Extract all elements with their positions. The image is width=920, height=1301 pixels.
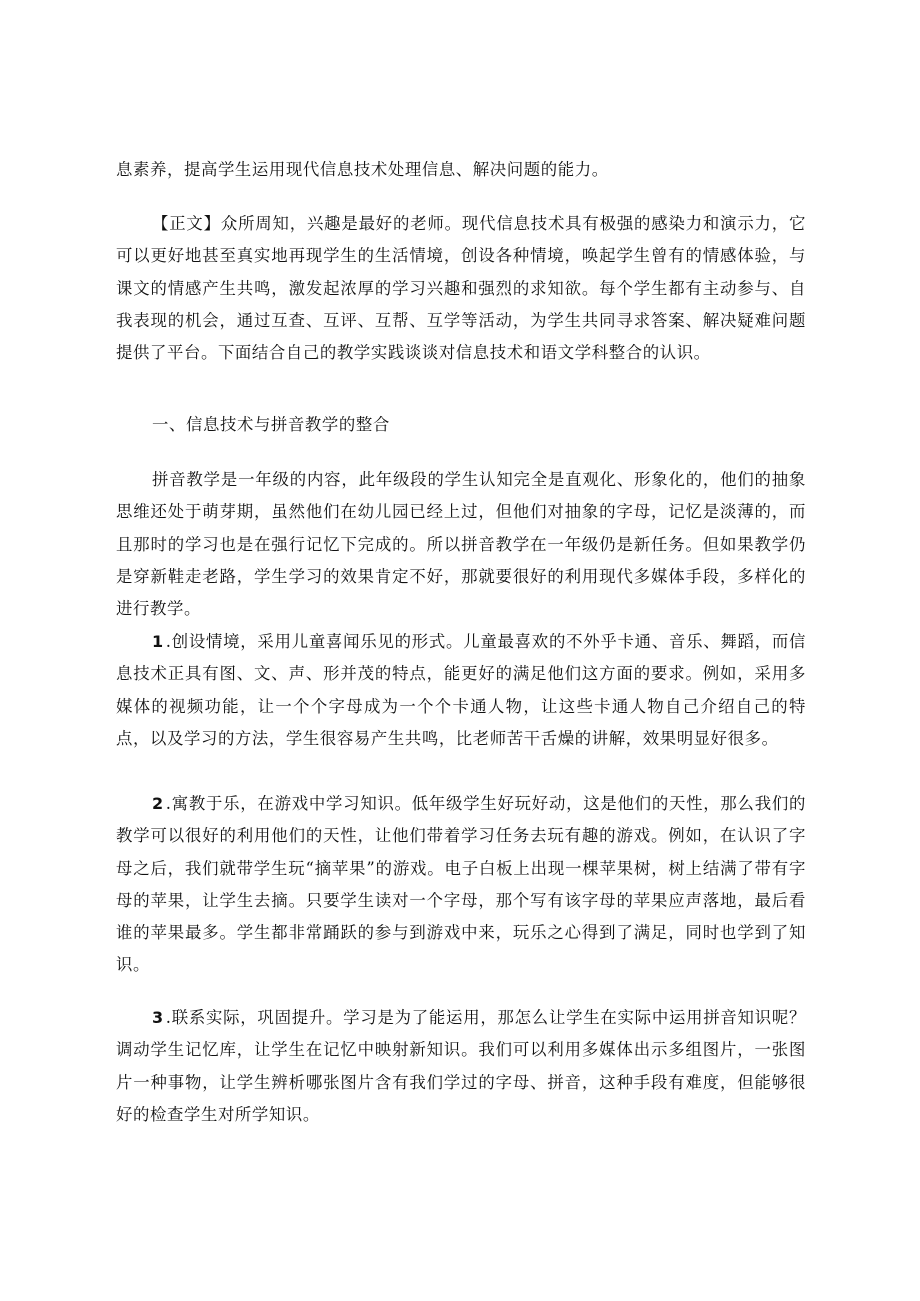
- list-item-2-text: .寓教于乐，在游戏中学习知识。低年级学生好玩好动，这是他们的天性，那么我们的教学可以很好的利用他们的天性，让他们带着学习任务去玩有趣的游戏。例如，在认识了字母之后，我们就带学生玩“摘苹果”的游戏。电子白板上出现一棵苹果树，树上结满了带有字母的苹果，让学生去摘。只要学生读对一个字母，那个写有该字母的苹果应声落地，最后看谁的苹果最多。学生都非常踊跃的参与到游戏中来，玩乐之心得到了满足，同时也学到了知识。: [116, 794, 806, 975]
- paragraph-continuation: 息素养，提高学生运用现代信息技术处理信息、解决问题的能力。: [116, 160, 609, 179]
- list-item-2-number: 2: [152, 794, 164, 813]
- list-item-1: [116, 626, 806, 755]
- section-heading-pinyin: 一、信息技术与拼音教学的整合: [152, 415, 390, 434]
- list-item-1-text: .创设情境，采用儿童喜闻乐见的形式。儿童最喜欢的不外乎卡通、音乐、舞蹈，而信息技术正具有图、文、声、形并茂的特点，能更好的满足他们这方面的要求。例如，采用多媒体的视频功能，让一个个字母成为一个个卡通人物，让这些卡通人物自己介绍自己的特点，以及学习的方法，学生很容易产生共鸣，比老师苦干舌燥的讲解，效果明显好很多。: [116, 632, 806, 748]
- list-item-3: [116, 1002, 806, 1131]
- paragraph-main-text: 【正文】众所周知，兴趣是最好的老师。现代信息技术具有极强的感染力和演示力，它可以更好地甚至真实地再现学生的生活情境，创设各种情境，唤起学生曾有的情感体验，与课文的情感产生共鸣，激发起浓厚的学习兴趣和强烈的求知欲。每个学生都有主动参与、自我表现的机会，通过互查、互评、互帮、互学等活动，为学生共同寻求答案、解决疑难问题提供了平台。下面结合自己的教学实践谈谈对信息技术和语文学科整合的认识。: [116, 214, 806, 363]
- list-item-3-text: .联系实际，巩固提升。学习是为了能运用，那怎么让学生在实际中运用拼音知识呢？调动学生记忆库，让学生在记忆中映射新知识。我们可以利用多媒体出示多组图片，一张图片一种事物，让学生辨析哪张图片含有我们学过的字母、拼音，这种手段有难度，但能够很好的检查学生对所学知识。: [116, 1008, 806, 1124]
- list-item-1-number: 1: [152, 632, 164, 651]
- list-item-3-number: 3: [152, 1008, 164, 1027]
- paragraph-pinyin-intro: 拼音教学是一年级的内容，此年级段的学生认知完全是直观化、形象化的，他们的抽象思维还处于萌芽期，虽然他们在幼儿园已经上过，但他们对抽象的字母，记忆是淡薄的，而且那时的学习也是在强行记忆下完成的。所以拼音教学在一年级仍是新任务。但如果教学仍是穿新鞋走老路，学生学习的效果肯定不好，那就要很好的利用现代多媒体手段，多样化的进行教学。: [116, 470, 806, 619]
- list-item-2: [116, 788, 806, 982]
